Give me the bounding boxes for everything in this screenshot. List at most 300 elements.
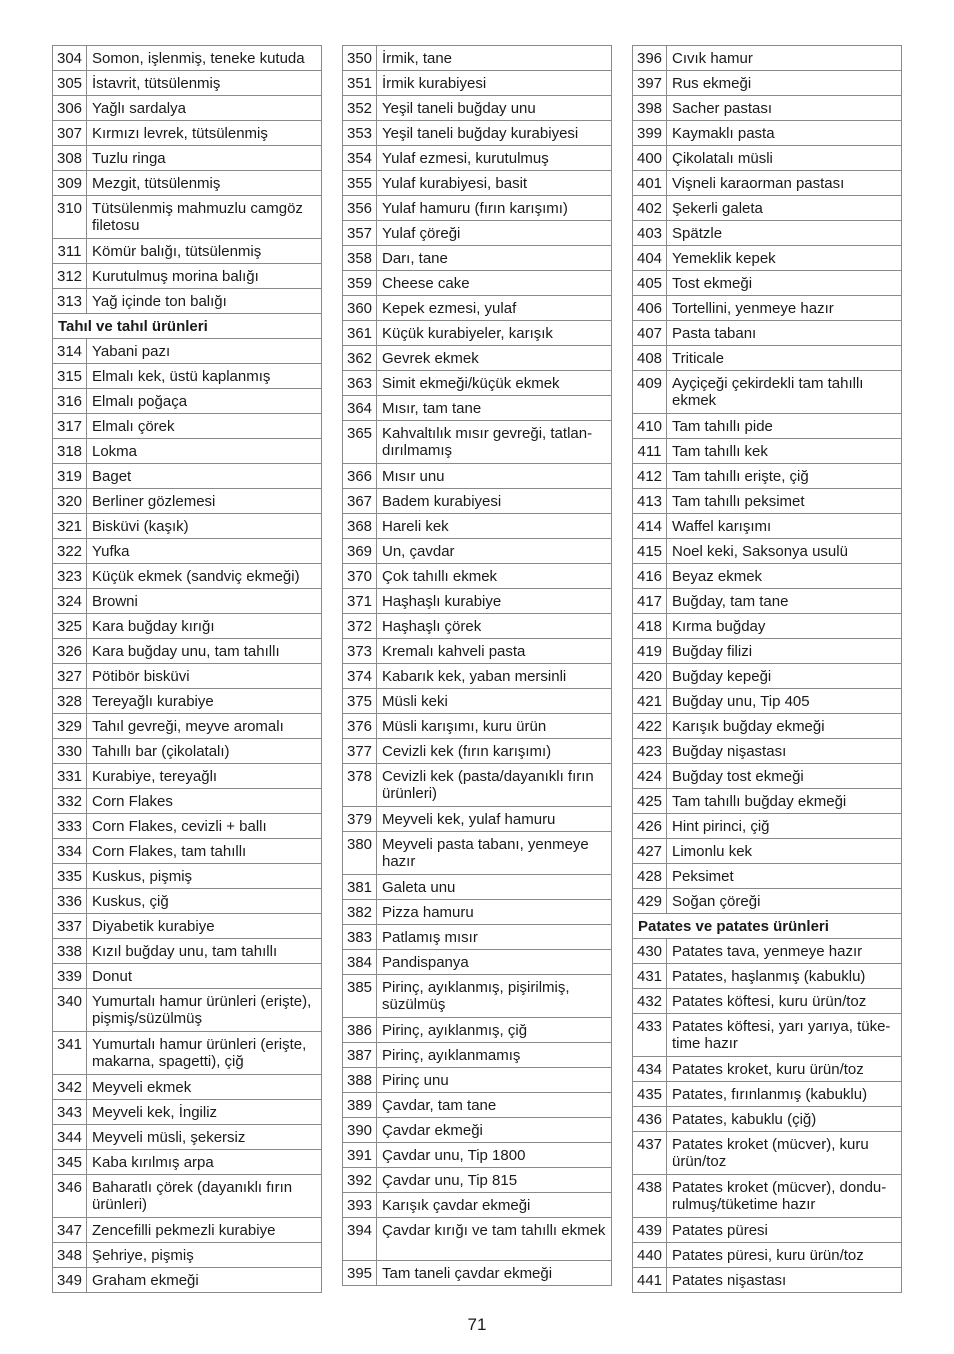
table-row (633, 739, 902, 764)
item-number: 323 (53, 564, 87, 589)
item-number: 372 (343, 614, 377, 639)
item-number: 336 (53, 889, 87, 914)
item-name: Un, çavdar (377, 539, 612, 564)
table-row (343, 71, 612, 96)
table-row (633, 371, 902, 414)
table-row (633, 1218, 902, 1243)
item-name: Badem kurabiyesi (377, 489, 612, 514)
table-row (53, 239, 322, 264)
item-name: Patates köftesi, yarı yarıya, tüke-time hazır (667, 1014, 902, 1057)
item-name: Tam tahıllı pide (667, 414, 902, 439)
item-number: 408 (633, 346, 667, 371)
item-name: Tütsülenmiş mahmuzlu camgöz filetosu (87, 196, 322, 239)
table-row (633, 171, 902, 196)
item-name: Kömür balığı, tütsülenmiş (87, 239, 322, 264)
item-number: 430 (633, 939, 667, 964)
item-name: Tortellini, yenmeye hazır (667, 296, 902, 321)
table-row (53, 289, 322, 314)
table-row (53, 264, 322, 289)
table-row (633, 664, 902, 689)
item-number: 440 (633, 1243, 667, 1268)
table-row (343, 121, 612, 146)
table-row (343, 171, 612, 196)
item-name: Tam tahıllı kek (667, 439, 902, 464)
table-row (343, 614, 612, 639)
item-number: 441 (633, 1268, 667, 1293)
table-row (633, 989, 902, 1014)
item-number: 412 (633, 464, 667, 489)
item-name: Mezgit, tütsülenmiş (87, 171, 322, 196)
item-name: Patlamış mısır (377, 925, 612, 950)
item-name: Yağlı sardalya (87, 96, 322, 121)
item-name: Noel keki, Saksonya usulü (667, 539, 902, 564)
item-number: 312 (53, 264, 87, 289)
item-name: Kırma buğday (667, 614, 902, 639)
item-name: Müsli keki (377, 689, 612, 714)
item-name: Hareli kek (377, 514, 612, 539)
item-number: 316 (53, 389, 87, 414)
item-number: 342 (53, 1075, 87, 1100)
section-header-row (633, 914, 902, 939)
item-name: Müsli karışımı, kuru ürün (377, 714, 612, 739)
item-number: 367 (343, 489, 377, 514)
item-name: Karışık çavdar ekmeği (377, 1193, 612, 1218)
item-name: Rus ekmeği (667, 71, 902, 96)
item-name: Somon, işlenmiş, teneke kutuda (87, 46, 322, 71)
item-name: Ayçiçeği çekirdekli tam tahıllı ekmek (667, 371, 902, 414)
table-row (343, 96, 612, 121)
item-number: 419 (633, 639, 667, 664)
item-name: Corn Flakes, cevizli + ballı (87, 814, 322, 839)
table-row (343, 925, 612, 950)
item-number: 365 (343, 421, 377, 464)
item-name: Kuskus, pişmiş (87, 864, 322, 889)
table-row (53, 639, 322, 664)
item-name: Çavdar unu, Tip 815 (377, 1168, 612, 1193)
item-name: Meyveli kek, İngiliz (87, 1100, 322, 1125)
item-name: Karışık buğday ekmeği (667, 714, 902, 739)
item-name: Haşhaşlı çörek (377, 614, 612, 639)
item-name: Galeta unu (377, 875, 612, 900)
table-row (343, 371, 612, 396)
table-row (343, 875, 612, 900)
item-number: 427 (633, 839, 667, 864)
item-name: Buğday tost ekmeği (667, 764, 902, 789)
table-row (343, 1143, 612, 1168)
item-number: 369 (343, 539, 377, 564)
item-name: Diyabetik kurabiye (87, 914, 322, 939)
item-number: 414 (633, 514, 667, 539)
table-row (633, 889, 902, 914)
item-number: 315 (53, 364, 87, 389)
item-name: Küçük ekmek (sandviç ekmeği) (87, 564, 322, 589)
item-number: 380 (343, 832, 377, 875)
item-name: Lokma (87, 439, 322, 464)
item-name: Vişneli karaorman pastası (667, 171, 902, 196)
item-name: Patates, fırınlanmış (kabuklu) (667, 1082, 902, 1107)
item-name: Buğday nişastası (667, 739, 902, 764)
table-row (343, 221, 612, 246)
table-row (633, 121, 902, 146)
table-row (53, 939, 322, 964)
item-name: Buğday kepeği (667, 664, 902, 689)
table-row (343, 1068, 612, 1093)
table-row (53, 739, 322, 764)
section-header: Tahıl ve tahıl ürünleri (53, 314, 322, 339)
table-row (633, 414, 902, 439)
item-name: Pizza hamuru (377, 900, 612, 925)
item-number: 400 (633, 146, 667, 171)
item-name: Tahıl gevreği, meyve aromalı (87, 714, 322, 739)
item-name: Meyveli kek, yulaf hamuru (377, 807, 612, 832)
item-number: 394 (343, 1218, 377, 1261)
item-number: 350 (343, 46, 377, 71)
item-number: 361 (343, 321, 377, 346)
table-row (53, 714, 322, 739)
table-row (343, 1118, 612, 1143)
item-name: Elmalı poğaça (87, 389, 322, 414)
item-number: 384 (343, 950, 377, 975)
item-name: Kaba kırılmış arpa (87, 1150, 322, 1175)
item-name: Cevizli kek (pasta/dayanıklı fırın ürünleri) (377, 764, 612, 807)
item-number: 422 (633, 714, 667, 739)
item-name: Bisküvi (kaşık) (87, 514, 322, 539)
table-row (343, 832, 612, 875)
table-row (53, 589, 322, 614)
table-row (633, 1107, 902, 1132)
table-row (343, 1218, 612, 1261)
section-header: Patates ve patates ürünleri (633, 914, 902, 939)
item-name: Browni (87, 589, 322, 614)
item-number: 395 (343, 1261, 377, 1286)
item-number: 325 (53, 614, 87, 639)
item-number: 386 (343, 1018, 377, 1043)
item-number: 390 (343, 1118, 377, 1143)
item-number: 337 (53, 914, 87, 939)
item-number: 304 (53, 46, 87, 71)
table-row (633, 539, 902, 564)
table-row (53, 196, 322, 239)
table-row (633, 514, 902, 539)
table-row (633, 1268, 902, 1293)
table-row (343, 714, 612, 739)
item-number: 404 (633, 246, 667, 271)
table-row (53, 514, 322, 539)
item-name: Yulaf hamuru (fırın karışımı) (377, 196, 612, 221)
table-row (53, 814, 322, 839)
table-row (633, 789, 902, 814)
item-name: Meyveli müsli, şekersiz (87, 1125, 322, 1150)
item-name: Buğday, tam tane (667, 589, 902, 614)
table-row (53, 1125, 322, 1150)
table-row (53, 339, 322, 364)
item-name: Pasta tabanı (667, 321, 902, 346)
item-number: 332 (53, 789, 87, 814)
item-number: 378 (343, 764, 377, 807)
item-number: 318 (53, 439, 87, 464)
item-number: 347 (53, 1218, 87, 1243)
table-row (633, 71, 902, 96)
item-name: Yağ içinde ton balığı (87, 289, 322, 314)
item-number: 331 (53, 764, 87, 789)
item-number: 377 (343, 739, 377, 764)
table-row (53, 914, 322, 939)
table-row (633, 939, 902, 964)
table-row (633, 839, 902, 864)
item-number: 438 (633, 1175, 667, 1218)
item-number: 335 (53, 864, 87, 889)
table-row (53, 1100, 322, 1125)
item-number: 397 (633, 71, 667, 96)
item-number: 403 (633, 221, 667, 246)
item-number: 382 (343, 900, 377, 925)
item-number: 371 (343, 589, 377, 614)
table-row (343, 975, 612, 1018)
item-number: 417 (633, 589, 667, 614)
table-row (53, 839, 322, 864)
item-number: 387 (343, 1043, 377, 1068)
item-name: Pirinç unu (377, 1068, 612, 1093)
item-number: 310 (53, 196, 87, 239)
item-name: İrmik, tane (377, 46, 612, 71)
item-number: 319 (53, 464, 87, 489)
table-row (633, 964, 902, 989)
table-row (633, 814, 902, 839)
item-name: Tereyağlı kurabiye (87, 689, 322, 714)
table-row (53, 1243, 322, 1268)
item-number: 381 (343, 875, 377, 900)
table-row (343, 321, 612, 346)
table-row (343, 1093, 612, 1118)
item-number: 428 (633, 864, 667, 889)
item-number: 410 (633, 414, 667, 439)
item-number: 324 (53, 589, 87, 614)
table-row (633, 614, 902, 639)
item-number: 435 (633, 1082, 667, 1107)
table-row (633, 1175, 902, 1218)
table-row (343, 196, 612, 221)
item-name: Patates püresi, kuru ürün/toz (667, 1243, 902, 1268)
item-number: 426 (633, 814, 667, 839)
item-number: 374 (343, 664, 377, 689)
item-name: Yeşil taneli buğday kurabiyesi (377, 121, 612, 146)
item-number: 398 (633, 96, 667, 121)
table-row (53, 964, 322, 989)
item-name: Kurabiye, tereyağlı (87, 764, 322, 789)
table-row (53, 171, 322, 196)
table-row (343, 346, 612, 371)
item-name: Yumurtalı hamur ürünleri (erişte, makarna, spagetti), çiğ (87, 1032, 322, 1075)
item-number: 375 (343, 689, 377, 714)
item-number: 321 (53, 514, 87, 539)
item-number: 362 (343, 346, 377, 371)
table-row (53, 1268, 322, 1293)
table-row (343, 146, 612, 171)
item-name: Pandispanya (377, 950, 612, 975)
item-number: 364 (343, 396, 377, 421)
item-name: Kurutulmuş morina balığı (87, 264, 322, 289)
item-number: 434 (633, 1057, 667, 1082)
item-number: 314 (53, 339, 87, 364)
table-row (53, 489, 322, 514)
table-row (633, 1014, 902, 1057)
item-number: 366 (343, 464, 377, 489)
table-row (53, 564, 322, 589)
item-number: 407 (633, 321, 667, 346)
item-number: 356 (343, 196, 377, 221)
item-name: Çavdar, tam tane (377, 1093, 612, 1118)
table-row (633, 864, 902, 889)
table-row (343, 464, 612, 489)
item-name: Sacher pastası (667, 96, 902, 121)
item-number: 424 (633, 764, 667, 789)
item-name: Spätzle (667, 221, 902, 246)
item-number: 359 (343, 271, 377, 296)
item-number: 345 (53, 1150, 87, 1175)
item-name: Beyaz ekmek (667, 564, 902, 589)
item-number: 363 (343, 371, 377, 396)
item-number: 385 (343, 975, 377, 1018)
item-number: 311 (53, 239, 87, 264)
item-name: Kepek ezmesi, yulaf (377, 296, 612, 321)
item-number: 333 (53, 814, 87, 839)
table-row (633, 1132, 902, 1175)
food-table-column-1 (52, 45, 322, 1293)
item-number: 339 (53, 964, 87, 989)
table-row (633, 639, 902, 664)
item-number: 425 (633, 789, 667, 814)
table-row (53, 1218, 322, 1243)
table-row (633, 246, 902, 271)
table-row (343, 296, 612, 321)
table-row (53, 364, 322, 389)
table-row (343, 664, 612, 689)
item-number: 352 (343, 96, 377, 121)
item-name: Baharatlı çörek (dayanıklı fırın ürünleri) (87, 1175, 322, 1218)
item-name: Çavdar kırığı ve tam tahıllı ekmek (377, 1218, 612, 1261)
table-row (53, 689, 322, 714)
item-name: Kızıl buğday unu, tam tahıllı (87, 939, 322, 964)
table-row (53, 789, 322, 814)
table-row (53, 146, 322, 171)
table-row (53, 1075, 322, 1100)
item-name: Tam tahıllı peksimet (667, 489, 902, 514)
item-name: Mısır, tam tane (377, 396, 612, 421)
table-row (343, 1168, 612, 1193)
item-name: Meyveli pasta tabanı, yenmeye hazır (377, 832, 612, 875)
item-name: Buğday filizi (667, 639, 902, 664)
table-row (633, 271, 902, 296)
item-name: Kahvaltılık mısır gevreği, tatlan-dırılmamış (377, 421, 612, 464)
table-row (633, 489, 902, 514)
item-number: 307 (53, 121, 87, 146)
item-name: Kabarık kek, yaban mersinli (377, 664, 612, 689)
item-name: Tuzlu ringa (87, 146, 322, 171)
table-row (633, 196, 902, 221)
item-name: Çavdar ekmeği (377, 1118, 612, 1143)
table-row (633, 439, 902, 464)
item-name: Yabani pazı (87, 339, 322, 364)
item-number: 379 (343, 807, 377, 832)
item-number: 413 (633, 489, 667, 514)
table-row (633, 46, 902, 71)
item-name: Pirinç, ayıklanmış, çiğ (377, 1018, 612, 1043)
table-row (633, 321, 902, 346)
item-name: Kremalı kahveli pasta (377, 639, 612, 664)
item-number: 313 (53, 289, 87, 314)
item-number: 340 (53, 989, 87, 1032)
table-row (633, 689, 902, 714)
item-number: 348 (53, 1243, 87, 1268)
item-number: 405 (633, 271, 667, 296)
table-row (633, 1057, 902, 1082)
table-row (53, 614, 322, 639)
item-name: Berliner gözlemesi (87, 489, 322, 514)
item-number: 357 (343, 221, 377, 246)
item-name: Çavdar unu, Tip 1800 (377, 1143, 612, 1168)
item-name: İrmik kurabiyesi (377, 71, 612, 96)
item-number: 353 (343, 121, 377, 146)
table-row (343, 489, 612, 514)
item-name: Mısır unu (377, 464, 612, 489)
item-name: Tahıllı bar (çikolatalı) (87, 739, 322, 764)
item-name: Graham ekmeği (87, 1268, 322, 1293)
item-number: 436 (633, 1107, 667, 1132)
table-row (53, 664, 322, 689)
table-row (343, 1193, 612, 1218)
item-number: 420 (633, 664, 667, 689)
item-number: 392 (343, 1168, 377, 1193)
table-row (53, 1032, 322, 1075)
item-number: 401 (633, 171, 667, 196)
item-number: 343 (53, 1100, 87, 1125)
item-name: Waffel karışımı (667, 514, 902, 539)
table-row (343, 421, 612, 464)
item-number: 317 (53, 414, 87, 439)
table-row (53, 1150, 322, 1175)
item-number: 389 (343, 1093, 377, 1118)
item-name: Küçük kurabiyeler, karışık (377, 321, 612, 346)
item-name: Yulaf çöreği (377, 221, 612, 246)
table-row (343, 564, 612, 589)
table-row (633, 96, 902, 121)
item-number: 396 (633, 46, 667, 71)
item-number: 334 (53, 839, 87, 864)
table-row (633, 1082, 902, 1107)
item-name: Kara buğday unu, tam tahıllı (87, 639, 322, 664)
table-row (633, 146, 902, 171)
table-row (53, 989, 322, 1032)
item-name: Elmalı kek, üstü kaplanmış (87, 364, 322, 389)
item-number: 349 (53, 1268, 87, 1293)
item-number: 388 (343, 1068, 377, 1093)
item-name: Peksimet (667, 864, 902, 889)
item-number: 376 (343, 714, 377, 739)
item-name: Patates nişastası (667, 1268, 902, 1293)
item-name: Kırmızı levrek, tütsülenmiş (87, 121, 322, 146)
table-row (343, 739, 612, 764)
table-row (343, 589, 612, 614)
item-name: Patates kroket, kuru ürün/toz (667, 1057, 902, 1082)
item-name: Kara buğday kırığı (87, 614, 322, 639)
table-row (633, 714, 902, 739)
item-number: 346 (53, 1175, 87, 1218)
table-row (343, 396, 612, 421)
item-name: Tam tahıllı erişte, çiğ (667, 464, 902, 489)
table-row (633, 1243, 902, 1268)
table-row (53, 464, 322, 489)
item-name: Çikolatalı müsli (667, 146, 902, 171)
